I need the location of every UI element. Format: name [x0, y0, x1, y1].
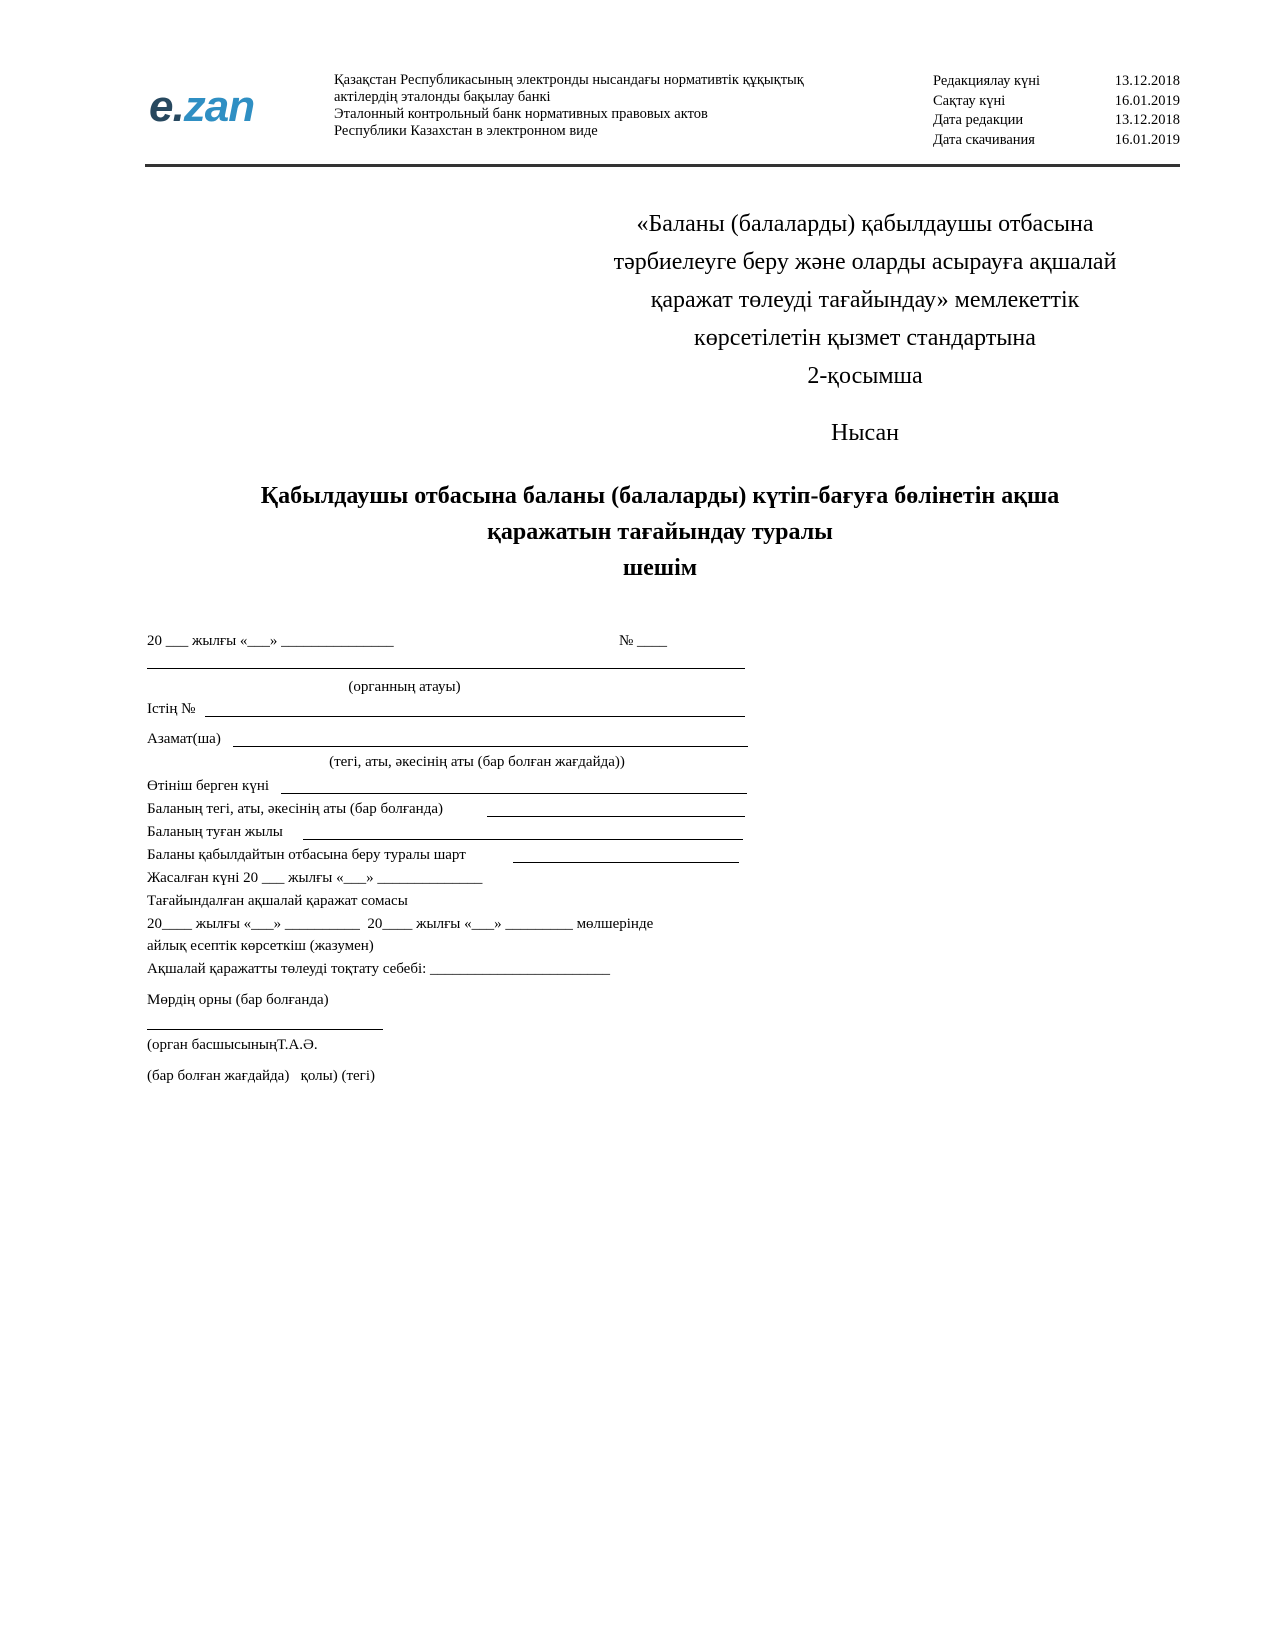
citizen-label: Азамат(ша) [147, 731, 221, 747]
child-name-label: Баланың тегі, аты, әкесінің аты (бар болғанда) [147, 801, 443, 817]
appendix-line: тәрбиелеуге беру және оларды асырауға ақшалай [613, 249, 1117, 275]
appendix-line: 2-қосымша [807, 363, 923, 389]
concluded-date-line: Жасалған күні 20 ___ жылғы «___» ______________ [147, 870, 483, 886]
stop-reason-line: Ақшалай қаражатты төлеуді тоқтату себебі: ________________________ [147, 961, 611, 977]
signer-caption-2: (бар болған жағдайда) қолы) (тегі) [147, 1068, 375, 1084]
date-row-edit-kz [933, 72, 1180, 92]
date-row-store-kz [933, 92, 1180, 112]
org-line: Эталонный контрольный банк нормативных правовых актов [334, 106, 708, 122]
application-date-label: Өтініш берген күні [147, 778, 270, 794]
amount-assigned-label: Тағайындалған ақшалай қаражат сомасы [147, 893, 408, 909]
organ-name-field [147, 668, 745, 669]
appendix-line: көрсетілетін қызмет стандартына [694, 325, 1036, 351]
citizen-field [233, 746, 748, 747]
org-line: актілердің эталонды бақылау банкі [334, 89, 551, 105]
org-description [334, 72, 894, 140]
date-label: Сақтау күні [933, 92, 1006, 109]
date-row-download-ru [933, 131, 1180, 151]
organ-caption: (органның атауы) [348, 679, 461, 695]
appendix-reference [555, 205, 1175, 395]
child-birth-year-label: Баланың туған жылы [147, 824, 283, 840]
signer-caption-1: (орган басшысыныңТ.А.Ә. [147, 1037, 318, 1053]
logo-zan: zan [183, 82, 255, 131]
org-line: Қазақстан Республикасының электронды нысандағы нормативтік құқықтық [334, 72, 804, 88]
citizen-caption: (тегі, аты, әкесінің аты (бар болған жағдайда)) [329, 754, 625, 770]
document-dates [933, 72, 1180, 150]
appendix-line: «Баланы (балаларды) қабылдаушы отбасына [636, 211, 1094, 237]
title-line: Қабылдаушы отбасына баланы (балаларды) күтіп-бағуға бөлінетін ақша [260, 483, 1060, 509]
logo-dot: . [172, 82, 184, 131]
child-name-field [487, 816, 745, 817]
case-no-field [205, 716, 745, 717]
case-no-label: Істің № [147, 701, 196, 717]
date-line: 20 ___ жылғы «___» _______________ [147, 633, 394, 649]
title-line: қаражатын тағайындау туралы [487, 519, 833, 545]
appendix-line: қаражат төлеуді тағайындау» мемлекеттік [650, 287, 1080, 313]
document-title [145, 478, 1175, 586]
document-header [145, 70, 1180, 166]
date-label: Дата скачивания [933, 131, 1035, 148]
number-line: № ____ [619, 633, 668, 649]
date-label: Редакциялау күні [933, 73, 1041, 89]
contract-field [513, 862, 739, 863]
date-value: 13.12.2018 [1114, 73, 1180, 89]
ezan-logo[interactable] [149, 82, 299, 132]
signature-field [147, 1029, 383, 1030]
monthly-index-label: айлық есептік көрсеткіш (жазумен) [147, 938, 374, 954]
title-line: шешім [622, 555, 698, 581]
org-line: Республики Казахстан в электронном виде [334, 123, 598, 139]
application-date-field [281, 793, 747, 794]
header-divider [145, 164, 1180, 167]
form-label: Нысан [831, 420, 899, 446]
date-value: 16.01.2019 [1114, 92, 1180, 109]
period-line: 20____ жылғы «___» __________ 20____ жылғы «___» _________ мөлшерінде [147, 916, 654, 932]
contract-label: Баланы қабылдайтын отбасына беру туралы шарт [147, 847, 466, 863]
date-label: Дата редакции [933, 112, 1024, 128]
logo-e: e [149, 82, 173, 131]
date-value: 13.12.2018 [1114, 112, 1180, 128]
date-row-edit-ru [933, 111, 1180, 131]
child-birth-year-field [303, 839, 743, 840]
date-value: 16.01.2019 [1114, 131, 1180, 148]
seal-place: Мөрдің орны (бар болғанда) [147, 992, 329, 1008]
